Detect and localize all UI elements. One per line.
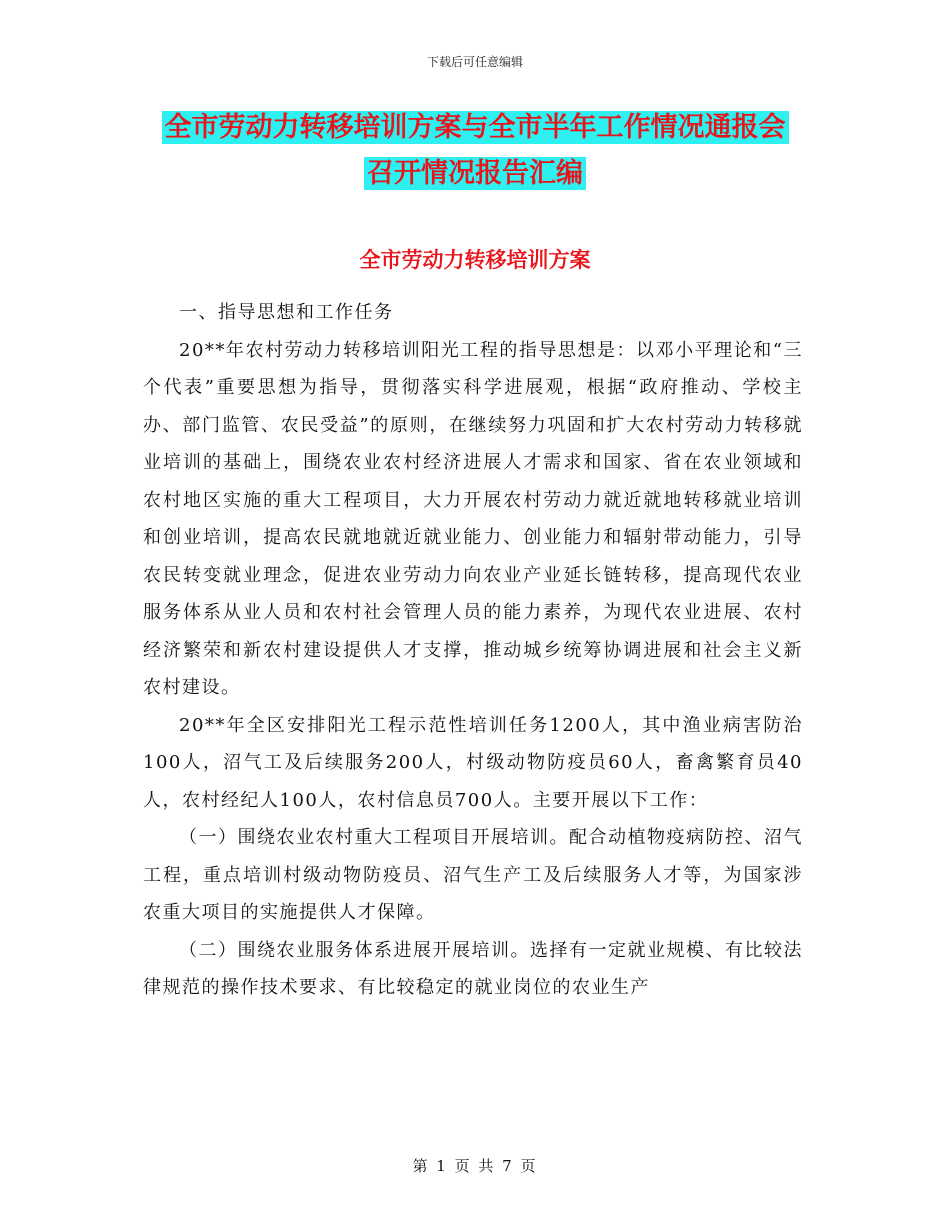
page-number: 第 1 页 共 7 页	[412, 1157, 538, 1175]
section-heading: 一、指导思想和工作任务	[179, 302, 394, 323]
page-header-note: 下载后可任意编辑	[426, 55, 523, 69]
document-title-line-2: 召开情况报告汇编	[364, 157, 586, 190]
document-title-line-1: 全市劳动力转移培训方案与全市半年工作情况通报会	[162, 111, 789, 144]
document-body	[143, 294, 803, 1007]
document-title	[0, 105, 950, 197]
paragraph-guiding-thought: 20**年农村劳动力转移培训阳光工程的指导思想是：以邓小平理论和“三个代表”重要思想为指导，贯彻落实科学进展观，根据“政府推动、学校主办、部门监管、农民受益”的原则，在继续努力巩固和扩大农村劳动力转移就业培训的基础上，围绕农业农村经济进展人才需求和国家、省在农业领域和农村地区实施的重大工程项目，大力开展农村劳动力就近就地转移就业培训和创业培训，提高农民就地就近就业能力、创业能力和辐射带动能力，引导农民转变就业理念，促进农业劳动力向农业产业延长链转移，提高现代农业服务体系从业人员和农村社会管理人员的能力素养，为现代农业进展、农村经济繁荣和新农村建设提供人才支撑，推动城乡统筹协调进展和社会主义新农村建设。	[143, 339, 803, 698]
section-title: 全市劳动力转移培训方案	[359, 247, 591, 272]
paragraph-training-tasks: 20**年全区安排阳光工程示范性培训任务1200人，其中渔业病害防治100人，沼气工及后续服务200人，村级动物防疫员60人，畜禽繁育员40人，农村经纪人100人，农村信息员700人。主要开展以下工作：	[143, 714, 803, 811]
paragraph-item-1: （一）围绕农业农村重大工程项目开展培训。配合动植物疫病防控、沼气工程，重点培训村级动物防疫员、沼气生产工及后续服务人才等，为国家涉农重大项目的实施提供人才保障。	[143, 827, 803, 923]
paragraph-item-2: （二）围绕农业服务体系进展开展培训。选择有一定就业规模、有比较法律规范的操作技术要求、有比较稳定的就业岗位的农业生产	[143, 939, 803, 998]
